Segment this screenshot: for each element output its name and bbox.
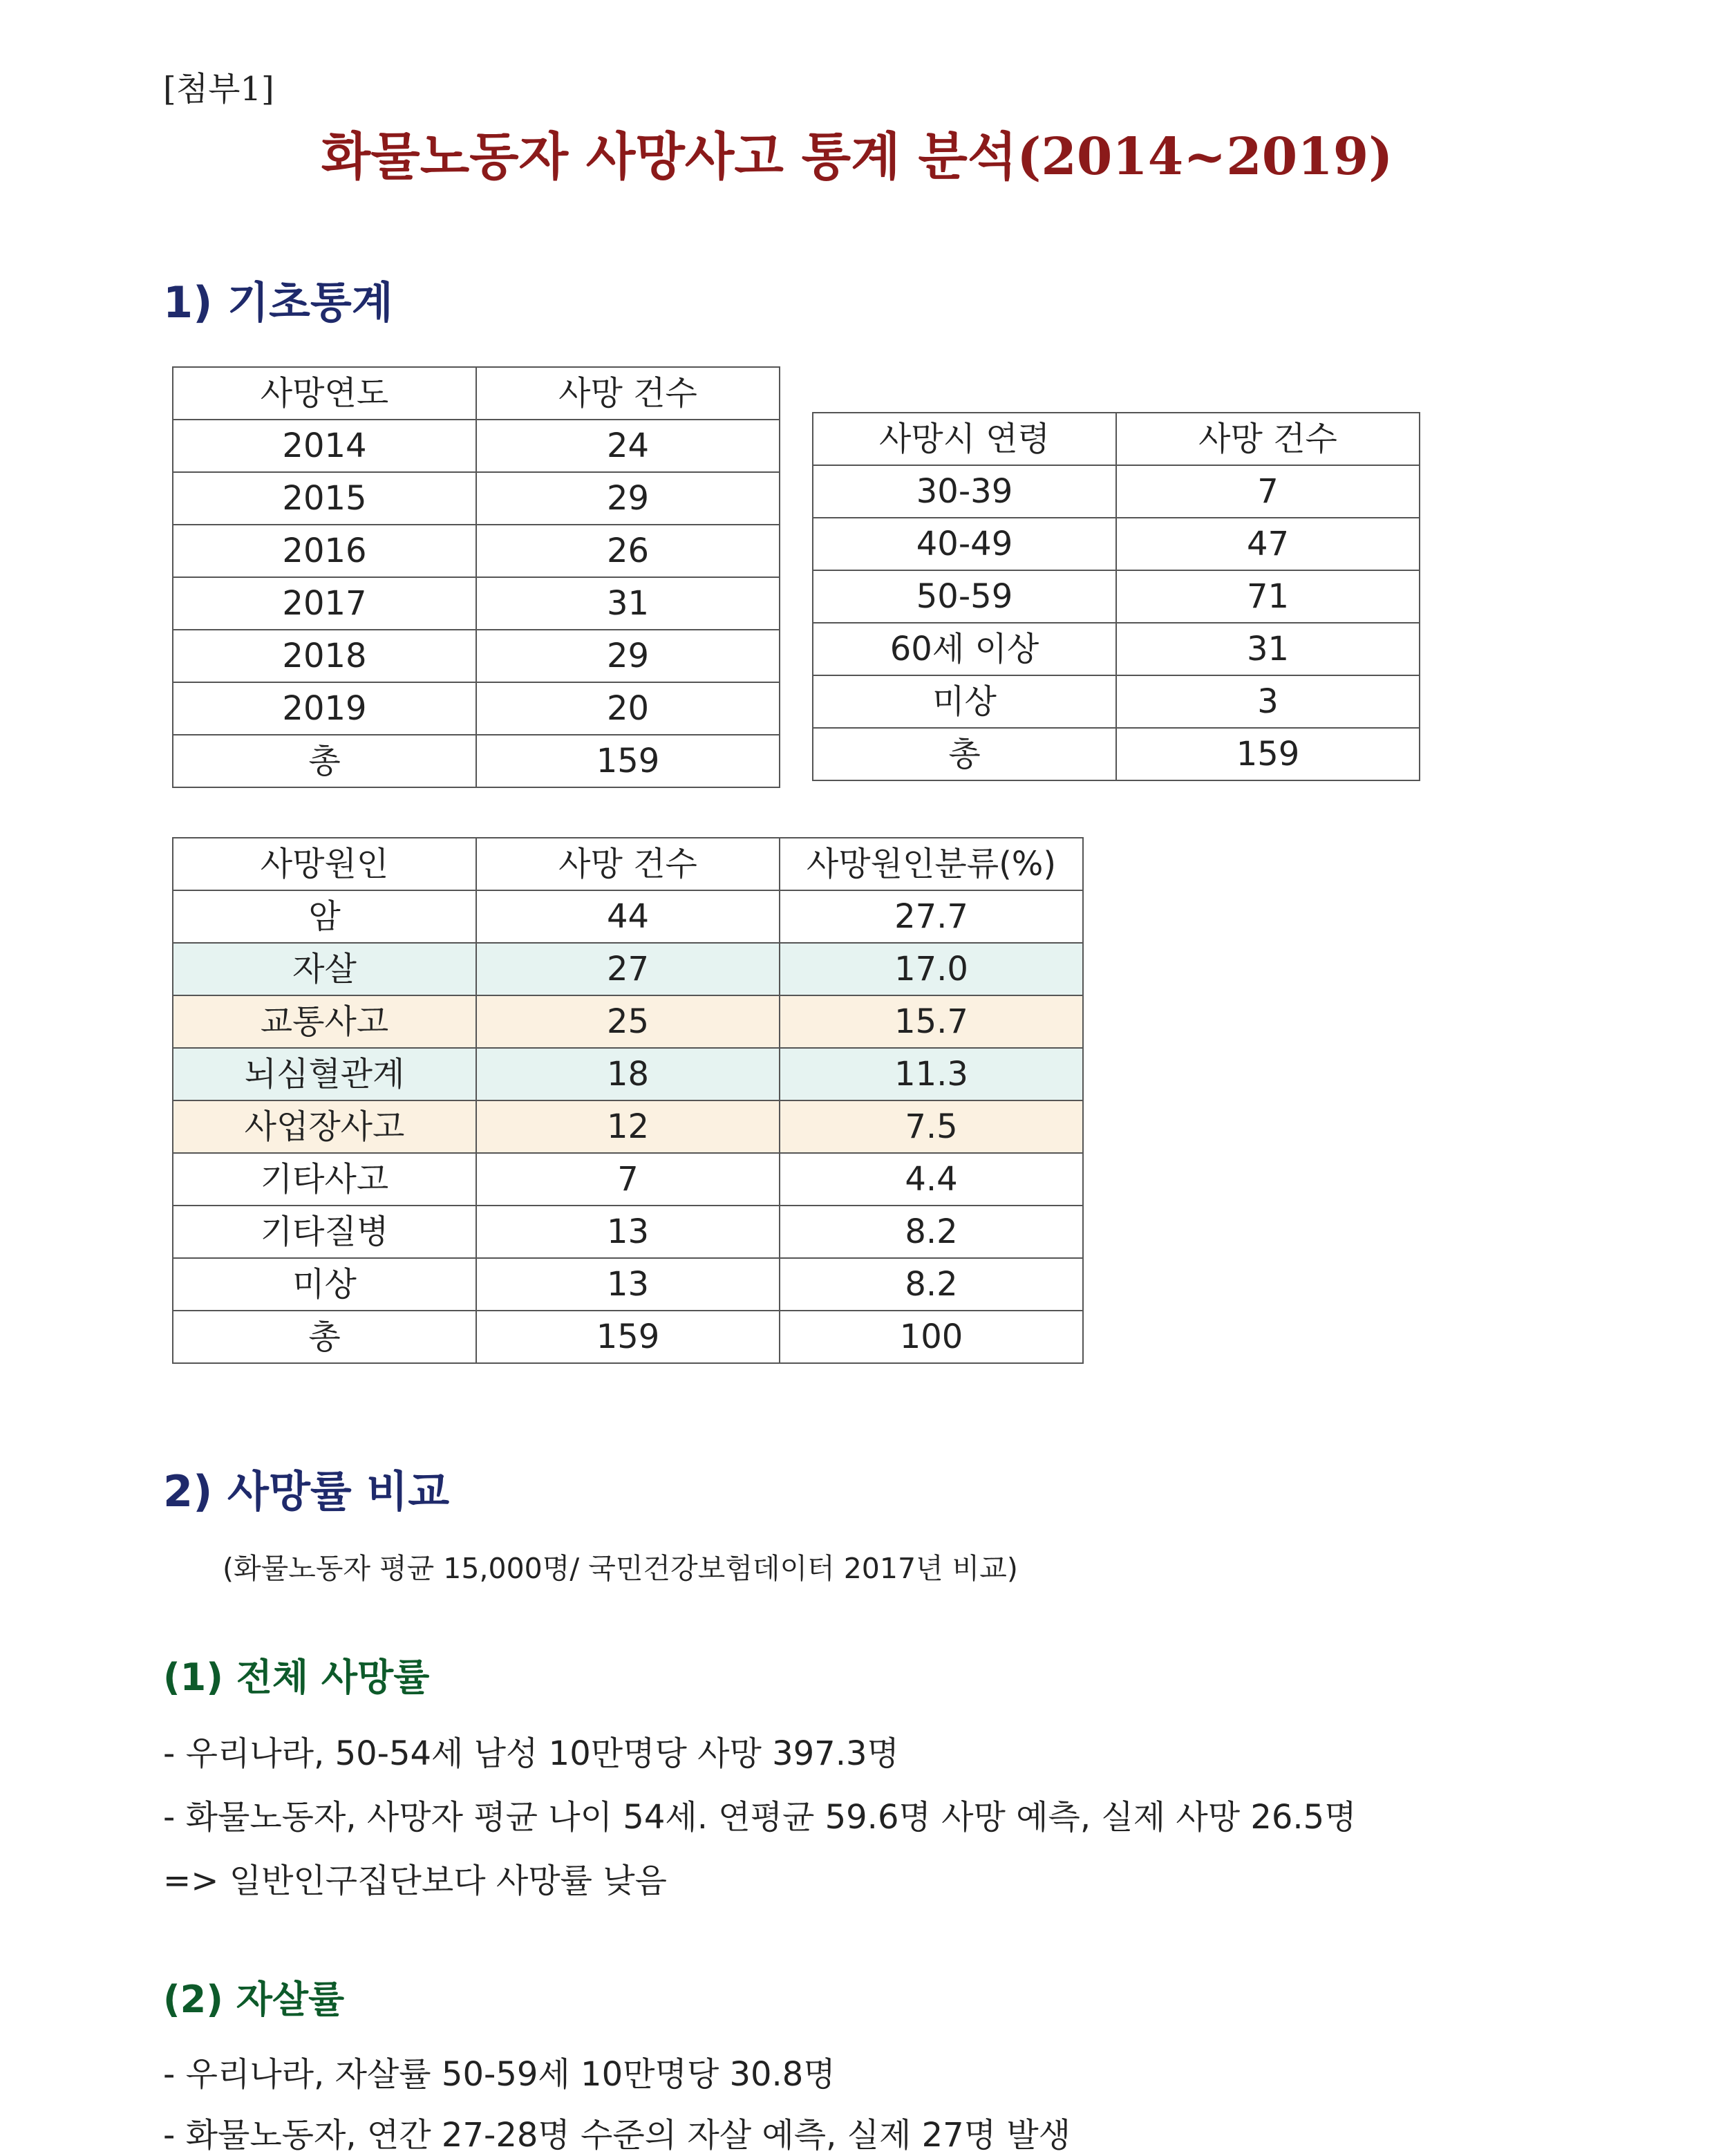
- age-cell: 50-59: [813, 570, 1116, 623]
- table-row: [813, 518, 1420, 570]
- table-row: [173, 1048, 1083, 1100]
- percent-cell: 27.7: [780, 890, 1083, 943]
- cause-cell: 뇌심혈관계: [173, 1048, 476, 1100]
- cause-cell: 교통사고: [173, 995, 476, 1048]
- total-count-cell: 159: [1116, 728, 1420, 780]
- count-cell: 71: [1116, 570, 1420, 623]
- percent-cell: 7.5: [780, 1100, 1083, 1153]
- table-row: [173, 577, 780, 630]
- count-cell: 18: [476, 1048, 780, 1100]
- total-label-cell: 총: [173, 1311, 476, 1363]
- table-row: [173, 1258, 1083, 1311]
- count-cell: 47: [1116, 518, 1420, 570]
- header-cell: 사망원인: [173, 838, 476, 890]
- cause-cell: 기타질병: [173, 1206, 476, 1258]
- cause-cell: 미상: [173, 1258, 476, 1311]
- total-count-cell: 159: [476, 1311, 780, 1363]
- table-row: [173, 995, 1083, 1048]
- count-cell: 20: [476, 682, 780, 735]
- comparison-note: (화물노동자 평균 15,000명/ 국민건강보험데이터 2017년 비교): [223, 1552, 1018, 1585]
- table-row: [173, 943, 1083, 995]
- percent-cell: 8.2: [780, 1206, 1083, 1258]
- table-total-row: [173, 1311, 1083, 1363]
- count-cell: 31: [1116, 623, 1420, 675]
- count-cell: 44: [476, 890, 780, 943]
- subheading-overall-mortality: (1) 전체 사망률: [163, 1656, 430, 1699]
- table-row: [813, 570, 1420, 623]
- count-cell: 3: [1116, 675, 1420, 728]
- cause-cell: 사업장사고: [173, 1100, 476, 1153]
- document-title: 화물노동자 사망사고 통계 분석(2014~2019): [321, 127, 1393, 187]
- year-cell: 2016: [173, 525, 476, 577]
- count-cell: 7: [1116, 465, 1420, 518]
- year-cell: 2014: [173, 420, 476, 472]
- age-cell: 30-39: [813, 465, 1116, 518]
- count-cell: 29: [476, 630, 780, 682]
- header-cell: 사망시 연령: [813, 413, 1116, 465]
- count-cell: 25: [476, 995, 780, 1048]
- table-row: [173, 420, 780, 472]
- table-total-row: [813, 728, 1420, 780]
- table-row: [173, 1100, 1083, 1153]
- table-row: [173, 1206, 1083, 1258]
- count-cell: 12: [476, 1100, 780, 1153]
- age-cell: 미상: [813, 675, 1116, 728]
- count-cell: 7: [476, 1153, 780, 1206]
- year-cell: 2015: [173, 472, 476, 525]
- table-header-row: [173, 367, 780, 420]
- table-header-row: [173, 838, 1083, 890]
- percent-cell: 11.3: [780, 1048, 1083, 1100]
- header-cell: 사망원인분류(%): [780, 838, 1083, 890]
- subheading-suicide-rate: (2) 자살률: [163, 1978, 345, 2021]
- table-row: [173, 890, 1083, 943]
- header-cell: 사망 건수: [476, 367, 780, 420]
- table-row: [173, 472, 780, 525]
- percent-cell: 8.2: [780, 1258, 1083, 1311]
- count-cell: 31: [476, 577, 780, 630]
- total-label-cell: 총: [813, 728, 1116, 780]
- conclusion-line: => 일반인구집단보다 사망률 낮음: [163, 1862, 667, 1900]
- cause-cell: 자살: [173, 943, 476, 995]
- table-row: [173, 1153, 1083, 1206]
- count-cell: 13: [476, 1258, 780, 1311]
- total-count-cell: 159: [476, 735, 780, 787]
- table-row: [173, 525, 780, 577]
- year-cell: 2018: [173, 630, 476, 682]
- bullet-line: - 화물노동자, 사망자 평균 나이 54세. 연평균 59.6명 사망 예측, 실제 사망 26.5명: [163, 1798, 1357, 1837]
- table-row: [813, 623, 1420, 675]
- death-age-table: [812, 412, 1420, 781]
- header-cell: 사망 건수: [1116, 413, 1420, 465]
- attachment-label: [첨부1]: [163, 70, 274, 109]
- bullet-line: - 우리나라, 자살률 50-59세 10만명당 30.8명: [163, 2055, 836, 2094]
- age-cell: 40-49: [813, 518, 1116, 570]
- table-header-row: [813, 413, 1420, 465]
- count-cell: 13: [476, 1206, 780, 1258]
- total-percent-cell: 100: [780, 1311, 1083, 1363]
- death-year-table: [172, 366, 780, 788]
- age-cell: 60세 이상: [813, 623, 1116, 675]
- count-cell: 26: [476, 525, 780, 577]
- table-total-row: [173, 735, 780, 787]
- table-row: [813, 675, 1420, 728]
- section-heading-basic-stats: 1) 기초통계: [163, 277, 393, 328]
- year-cell: 2019: [173, 682, 476, 735]
- bullet-line: - 화물노동자, 연간 27-28명 수준의 자살 예측, 실제 27명 발생: [163, 2116, 1071, 2155]
- percent-cell: 17.0: [780, 943, 1083, 995]
- header-cell: 사망연도: [173, 367, 476, 420]
- count-cell: 24: [476, 420, 780, 472]
- table-row: [173, 682, 780, 735]
- count-cell: 27: [476, 943, 780, 995]
- header-cell: 사망 건수: [476, 838, 780, 890]
- percent-cell: 4.4: [780, 1153, 1083, 1206]
- bullet-line: - 우리나라, 50-54세 남성 10만명당 사망 397.3명: [163, 1734, 899, 1773]
- cause-cell: 암: [173, 890, 476, 943]
- percent-cell: 15.7: [780, 995, 1083, 1048]
- death-cause-table: [172, 837, 1084, 1364]
- total-label-cell: 총: [173, 735, 476, 787]
- table-row: [813, 465, 1420, 518]
- table-row: [173, 630, 780, 682]
- cause-cell: 기타사고: [173, 1153, 476, 1206]
- count-cell: 29: [476, 472, 780, 525]
- section-heading-mortality-comparison: 2) 사망률 비교: [163, 1466, 450, 1517]
- year-cell: 2017: [173, 577, 476, 630]
